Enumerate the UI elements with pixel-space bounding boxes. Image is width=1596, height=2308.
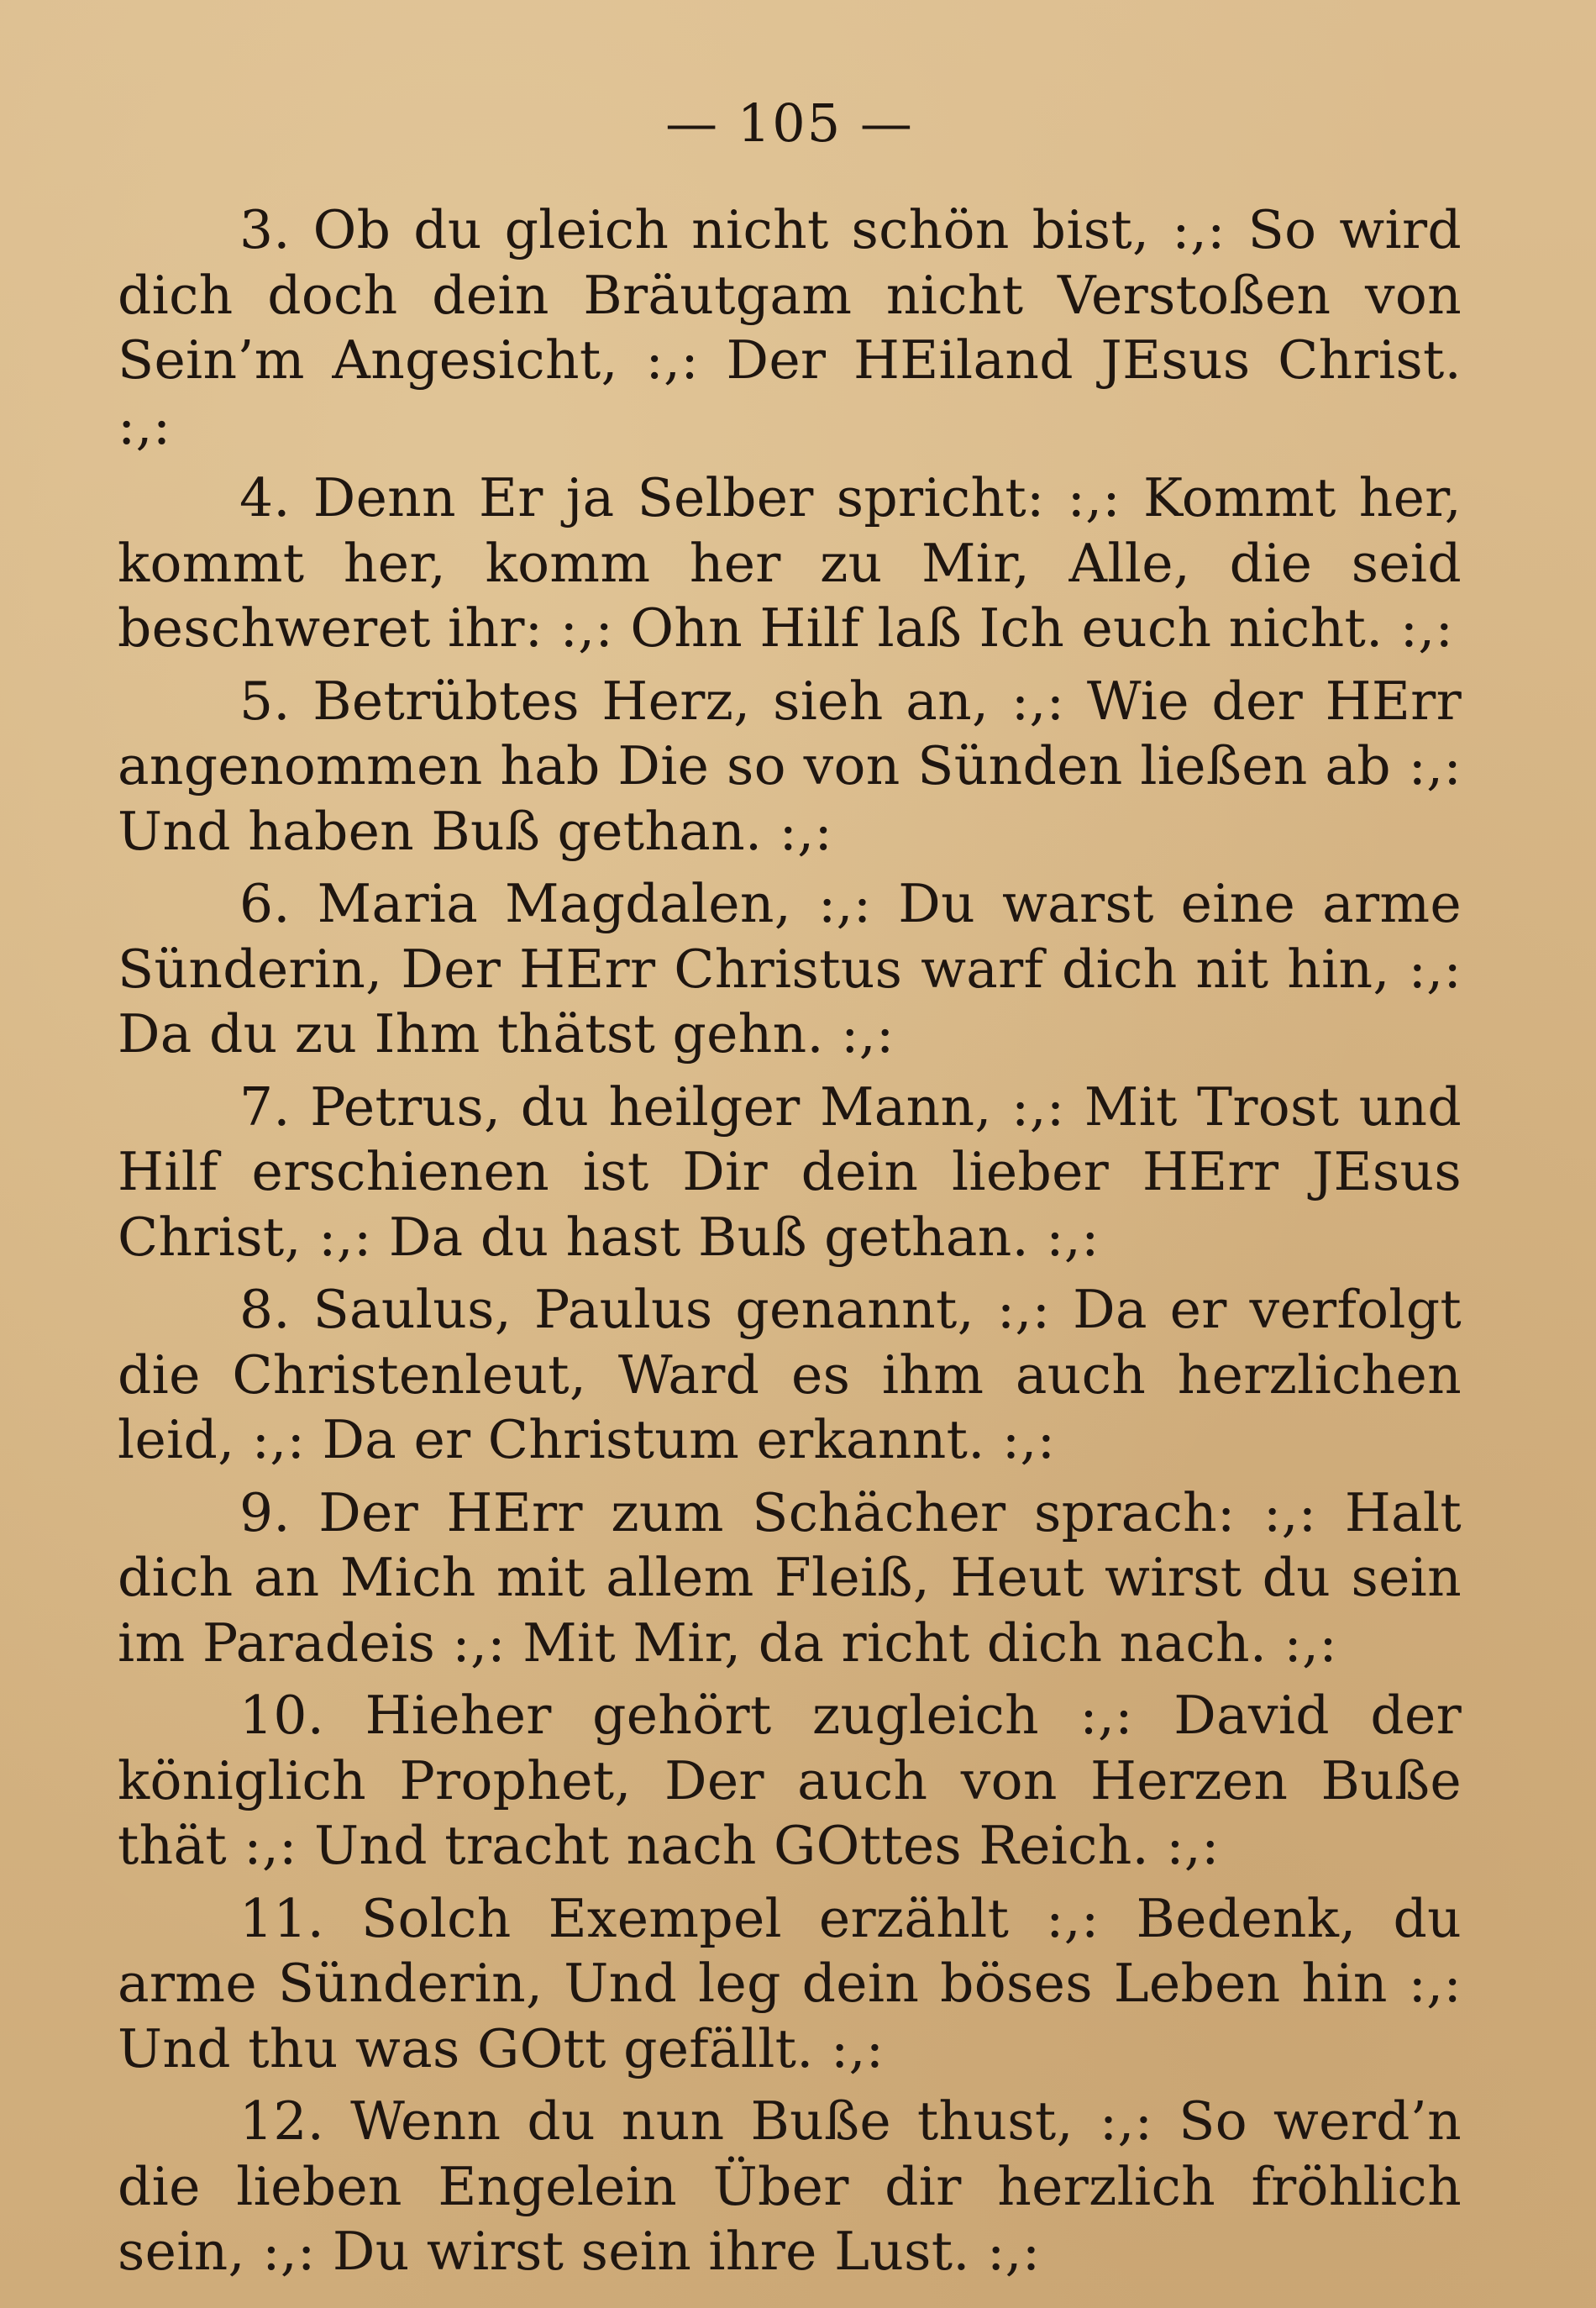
verse-3: 3. Ob du gleich nicht schön bist, :,: So wird dich doch dein Bräutgam nicht Verstoßen von Sein’m Angesicht, :,: Der HEiland JEsus Christ. :,: bbox=[118, 199, 1462, 456]
verse-10: 10. Hieher gehört zugleich :,: David der königlich Prophet, Der auch von Herzen Buße thät :,: Und tracht nach GOttes Reich. :,: bbox=[118, 1685, 1462, 1876]
verse-6: 6. Maria Magdalen, :,: Du warst eine arme Sünderin, Der HErr Christus warf dich nit hin, :,: Da du zu Ihm thätst gehn. :,: bbox=[118, 873, 1462, 1065]
verse-4: 4. Denn Er ja Selber spricht: :,: Kommt her, kommt her, komm her zu Mir, Alle, die seid beschweret ihr: :,: Ohn Hilf laß Ich euch nicht. :,: bbox=[118, 467, 1462, 659]
verse-5: 5. Betrübtes Herz, sieh an, :,: Wie der HErr angenommen hab Die so von Sünden ließen ab :,: Und haben Buß gethan. :,: bbox=[118, 670, 1462, 862]
verse-8: 8. Saulus, Paulus genannt, :,: Da er verfolgt die Christenleut, Ward es ihm auch herzlichen leid, :,: Da er Christum erkannt. :,: bbox=[118, 1279, 1462, 1470]
page-number: — 105 — bbox=[665, 92, 914, 154]
verse-7: 7. Petrus, du heilger Mann, :,: Mit Trost und Hilf erschienen ist Dir dein lieber HErr JEsus Christ, :,: Da du hast Buß gethan. :,: bbox=[118, 1075, 1462, 1268]
verse-12: 12. Wenn du nun Buße thust, :,: So werd’n die lieben Engelein Über dir herzlich fröhlich sein, :,: Du wirst sein ihre Lust. :,: bbox=[118, 2090, 1462, 2282]
verse-11: 11. Solch Exempel erzählt :,: Bedenk, du arme Sünderin, Und leg dein böses Leben hin :,: Und thu was GOtt gefällt. :,: bbox=[118, 1887, 1462, 2079]
verse-9: 9. Der HErr zum Schächer sprach: :,: Halt dich an Mich mit allem Fleiß, Heut wirst du sein im Paradeis :,: Mit Mir, da richt dich nach. :,: bbox=[118, 1481, 1462, 1674]
